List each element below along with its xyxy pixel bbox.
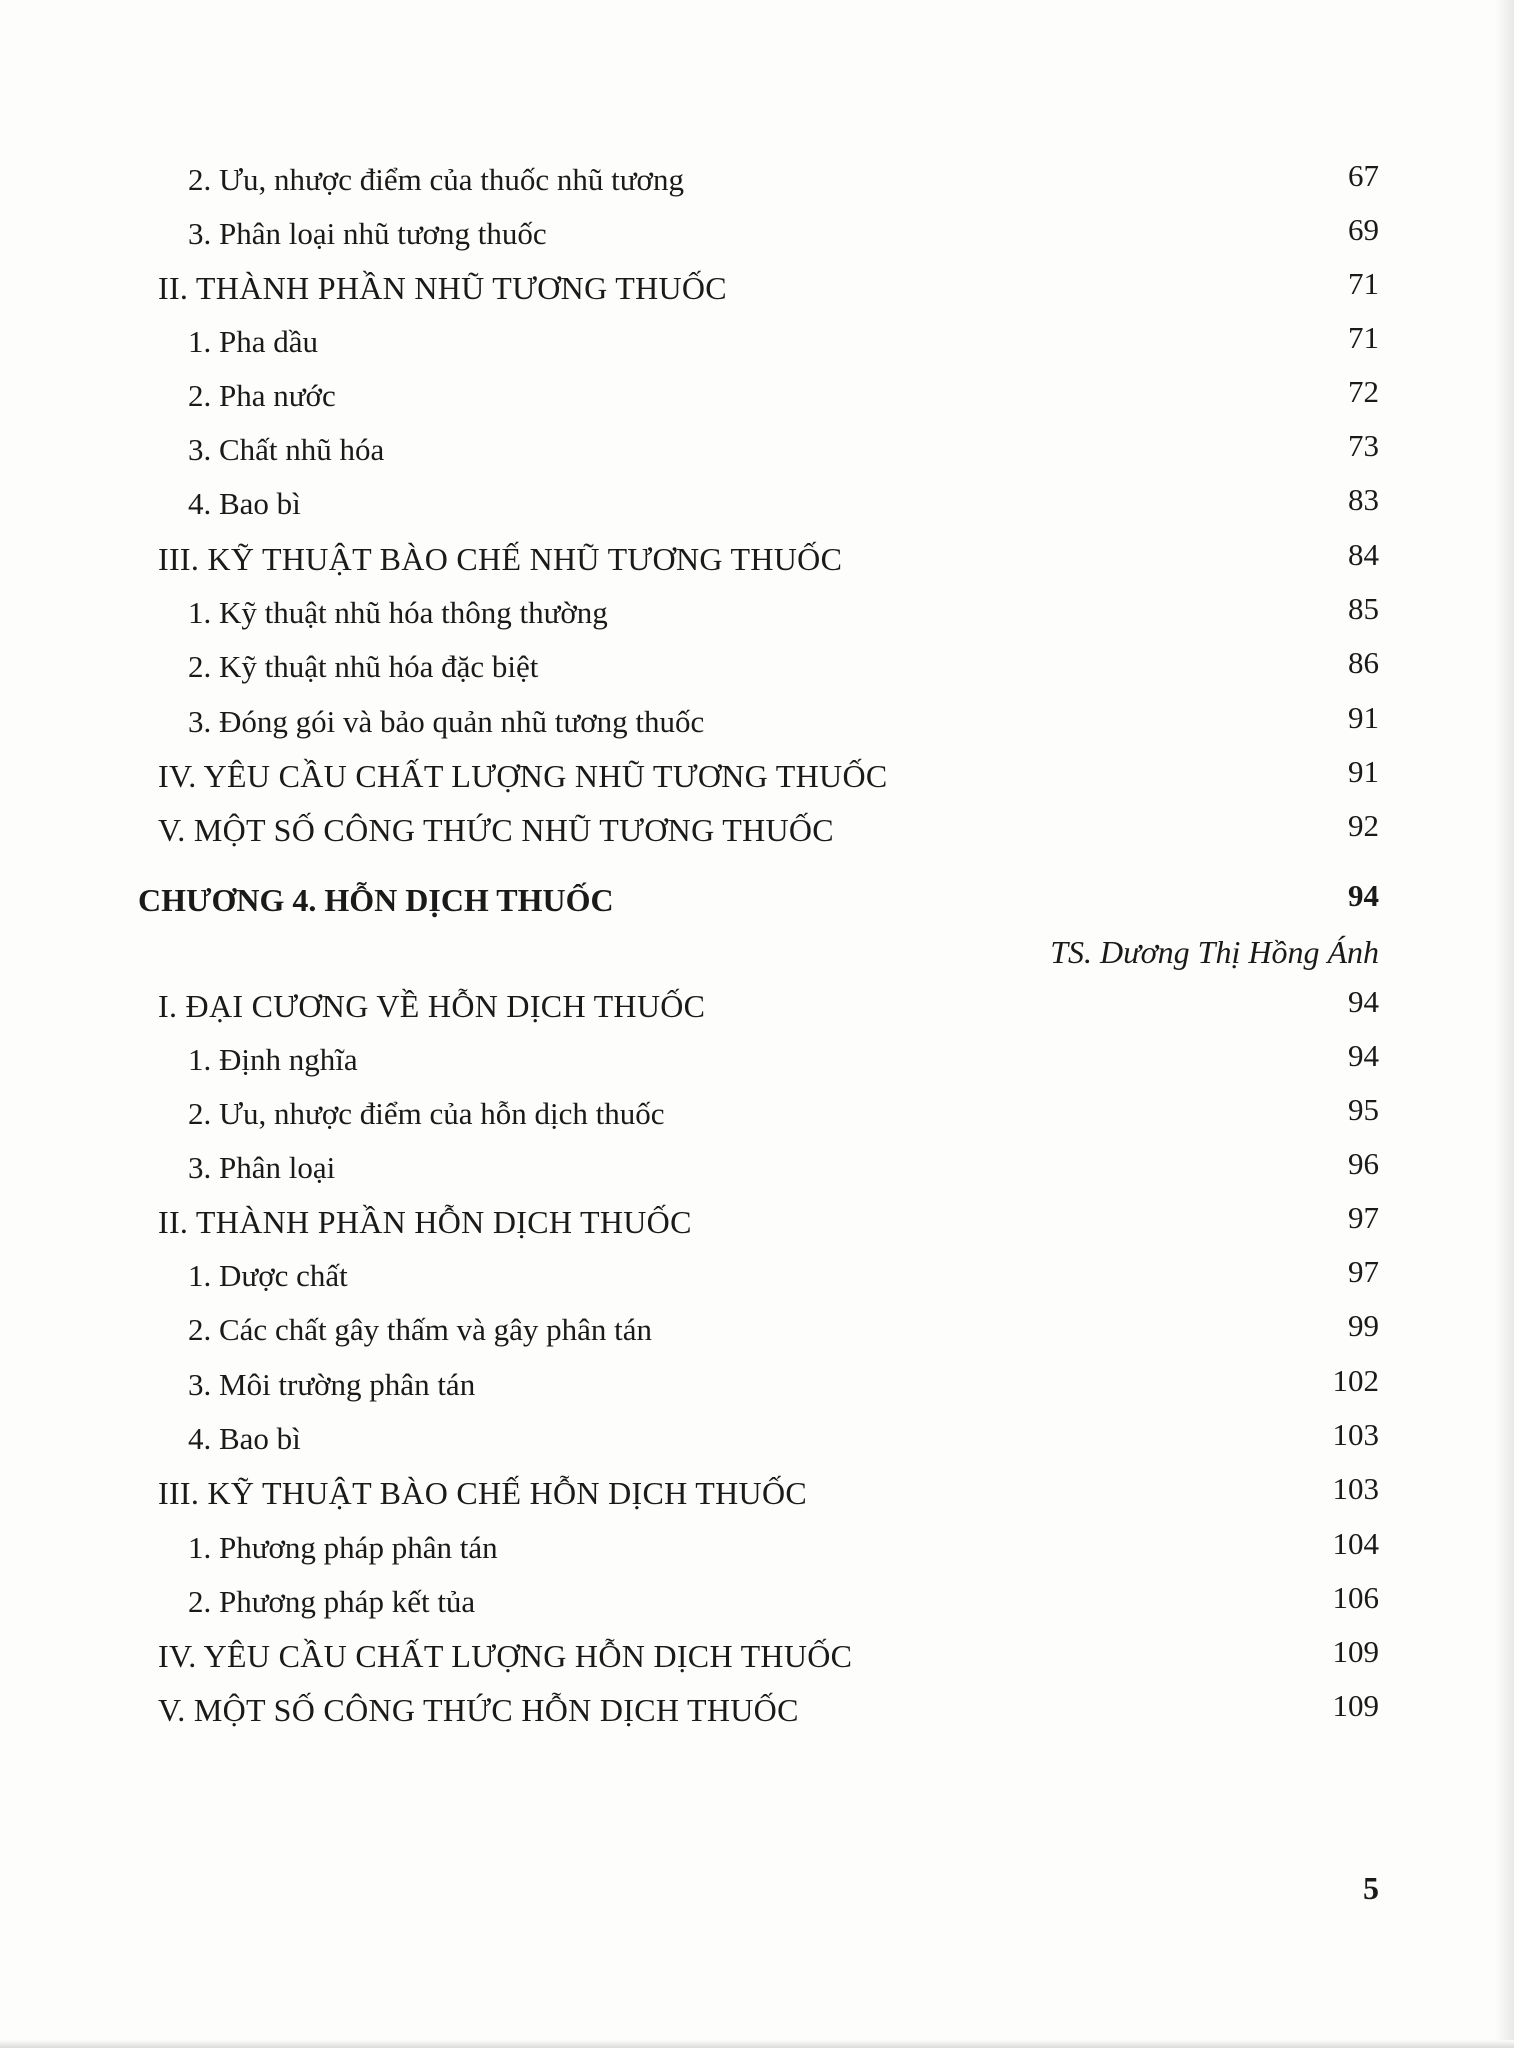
toc-entry-page: 91 <box>1348 700 1379 735</box>
toc-entry <box>0 1471 1514 1515</box>
toc-entry-label: 2. Các chất gây thấm và gây phân tán <box>188 1312 652 1347</box>
toc-entry <box>0 428 1514 472</box>
toc-entry-label: 1. Phương pháp phân tán <box>188 1530 498 1565</box>
toc-entry <box>0 158 1514 202</box>
toc-entry <box>0 320 1514 364</box>
toc-entry-label: 2. Ưu, nhược điểm của thuốc nhũ tương <box>188 162 684 197</box>
toc-entry <box>0 212 1514 256</box>
toc-entry <box>0 700 1514 744</box>
toc-entry <box>0 1254 1514 1298</box>
toc-entry-label: III. KỸ THUẬT BÀO CHẾ HỖN DỊCH THUỐC <box>158 1475 808 1511</box>
toc-entry-label: 4. Bao bì <box>188 1421 301 1456</box>
toc-entry <box>0 482 1514 526</box>
toc-entry-page: 109 <box>1332 1688 1379 1723</box>
toc-entry-page: 96 <box>1348 1146 1379 1181</box>
toc-entry-label: I. ĐẠI CƯƠNG VỀ HỖN DỊCH THUỐC <box>158 988 706 1024</box>
toc-entry-label: 1. Định nghĩa <box>188 1042 358 1077</box>
toc-entry-label: 4. Bao bì <box>188 486 301 521</box>
toc-entry-label: III. KỸ THUẬT BÀO CHẾ NHŨ TƯƠNG THUỐC <box>158 541 843 577</box>
toc-entry-label: 3. Đóng gói và bảo quản nhũ tương thuốc <box>188 704 705 739</box>
toc-entry-page: 102 <box>1332 1363 1379 1398</box>
toc-entry <box>0 374 1514 418</box>
toc-entry-page: 106 <box>1332 1580 1379 1615</box>
toc-entry-page: 109 <box>1332 1634 1379 1669</box>
toc-entry <box>0 1634 1514 1678</box>
toc-entry-page: 92 <box>1348 808 1379 843</box>
page-bottom-edge <box>0 2040 1514 2048</box>
toc-entry <box>0 1308 1514 1352</box>
toc-entry-label: 2. Phương pháp kết tủa <box>188 1584 476 1619</box>
toc-entry-label: V. MỘT SỐ CÔNG THỨC NHŨ TƯƠNG THUỐC <box>158 812 834 848</box>
chapter-author: TS. Dương Thị Hồng Ánh <box>1050 934 1379 970</box>
toc-entry-page: 95 <box>1348 1092 1379 1127</box>
toc-entry-page: 94 <box>1348 1038 1379 1073</box>
toc-entry-page: 84 <box>1348 537 1379 572</box>
toc-entry-page: 103 <box>1332 1417 1379 1452</box>
toc-entry <box>0 808 1514 852</box>
toc-entry-page: 97 <box>1348 1254 1379 1289</box>
toc-entry <box>0 1200 1514 1244</box>
toc-entry <box>0 1526 1514 1570</box>
toc-entry <box>0 1580 1514 1624</box>
chapter-title: CHƯƠNG 4. HỖN DỊCH THUỐC <box>138 882 614 918</box>
toc-entry-page: 73 <box>1348 428 1379 463</box>
toc-entry-label: V. MỘT SỐ CÔNG THỨC HỖN DỊCH THUỐC <box>158 1692 799 1728</box>
toc-entry-label: 1. Dược chất <box>188 1258 348 1293</box>
toc-entry-label: II. THÀNH PHẦN HỖN DỊCH THUỐC <box>158 1204 692 1240</box>
toc-entry <box>0 878 1514 922</box>
toc-entry <box>0 266 1514 310</box>
toc-entry <box>0 1417 1514 1461</box>
toc-entry-page: 72 <box>1348 374 1379 409</box>
toc-entry <box>0 1092 1514 1136</box>
toc-entry-page: 103 <box>1332 1471 1379 1506</box>
toc-entry-page: 71 <box>1348 320 1379 355</box>
toc-entry-label: 1. Kỹ thuật nhũ hóa thông thường <box>188 595 608 630</box>
page-edge-shadow <box>1496 0 1514 2048</box>
toc-entry-label: 2. Kỹ thuật nhũ hóa đặc biệt <box>188 649 539 684</box>
toc-entry-label: 3. Môi trường phân tán <box>188 1367 476 1402</box>
toc-entry-page: 69 <box>1348 212 1379 247</box>
toc-entry <box>0 537 1514 581</box>
toc-entry-page: 85 <box>1348 591 1379 626</box>
toc-entry-label: 2. Ưu, nhược điểm của hỗn dịch thuốc <box>188 1096 665 1131</box>
toc-entry-page: 97 <box>1348 1200 1379 1235</box>
toc-entry <box>0 591 1514 635</box>
toc-entry-label: 3. Phân loại <box>188 1150 336 1185</box>
toc-entry-page: 104 <box>1332 1526 1379 1561</box>
toc-entry-page: 86 <box>1348 645 1379 680</box>
toc-entry-page: 83 <box>1348 482 1379 517</box>
toc-entry <box>0 1688 1514 1732</box>
toc-entry <box>0 984 1514 1028</box>
toc-entry-label: IV. YÊU CẦU CHẤT LƯỢNG HỖN DỊCH THUỐC <box>158 1638 853 1674</box>
toc-entry <box>0 1363 1514 1407</box>
toc-entry <box>0 645 1514 689</box>
toc-entry-page: 67 <box>1348 158 1379 193</box>
toc-entry-label: IV. YÊU CẦU CHẤT LƯỢNG NHŨ TƯƠNG THUỐC <box>158 758 888 794</box>
page-number: 5 <box>1363 1870 1379 1906</box>
toc-entry <box>0 754 1514 798</box>
toc-entry-page: 71 <box>1348 266 1379 301</box>
toc-entry <box>0 1038 1514 1082</box>
toc-entry-page: 94 <box>1348 984 1379 1019</box>
toc-entry-label: 3. Phân loại nhũ tương thuốc <box>188 216 547 251</box>
toc-entry-page: 91 <box>1348 754 1379 789</box>
toc-entry-page: 99 <box>1348 1308 1379 1343</box>
toc-entry-label: II. THÀNH PHẦN NHŨ TƯƠNG THUỐC <box>158 270 727 306</box>
toc-entry-label: 2. Pha nước <box>188 378 336 413</box>
toc-entry-page: 94 <box>1348 878 1379 913</box>
toc-entry-label: 3. Chất nhũ hóa <box>188 432 385 467</box>
toc-entry <box>0 1146 1514 1190</box>
toc-entry-label: 1. Pha dầu <box>188 324 319 359</box>
